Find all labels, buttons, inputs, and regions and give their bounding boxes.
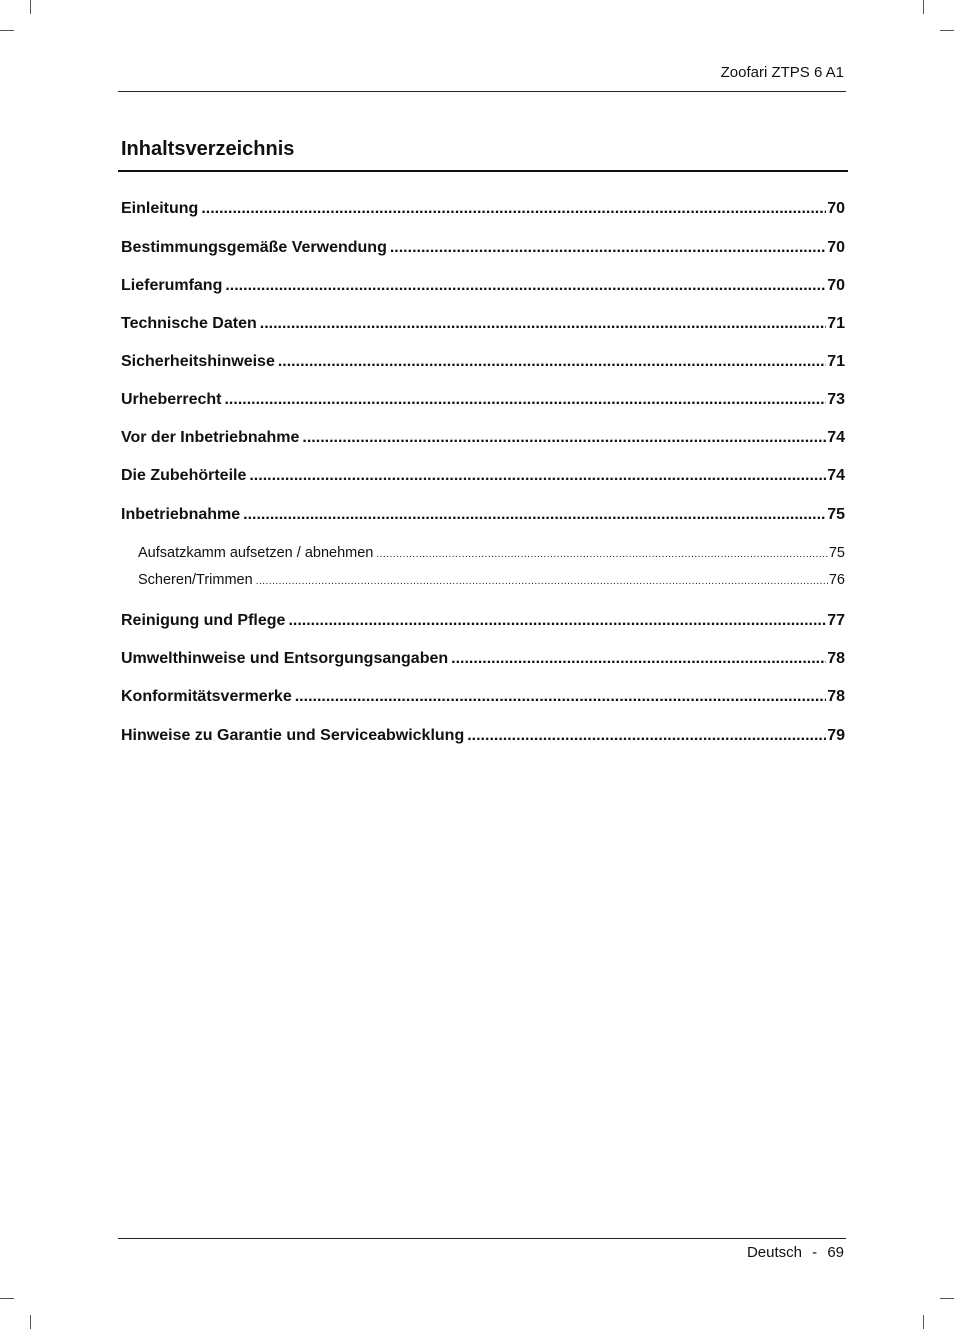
toc-dot-leader [390,239,826,257]
toc-entry-label: Hinweise zu Garantie und Serviceabwicklung [121,727,465,744]
toc-entry[interactable] [121,467,845,489]
toc-entry-label: Inbetriebnahme [121,506,241,523]
toc-subentry[interactable] [138,545,845,565]
toc-entry-label: Die Zubehörteile [121,467,247,484]
toc-entry[interactable] [121,612,845,634]
toc-entry-page: 70 [827,277,845,294]
toc-dot-leader [278,353,826,371]
crop-mark [30,1315,31,1329]
toc-entry[interactable] [121,688,845,710]
toc-entry-label: Scheren/Trimmen [138,572,253,588]
header-product-name: Zoofari ZTPS 6 A1 [720,64,844,81]
crop-mark [923,0,924,14]
toc-entry-page: 75 [827,506,845,523]
toc-entry[interactable] [121,200,845,222]
toc-entry[interactable] [121,391,845,413]
toc-entry-label: Konformitätsvermerke [121,688,292,705]
toc-entry-label: Aufsatzkamm aufsetzen / abnehmen [138,545,374,561]
toc-entry-label: Urheberrecht [121,391,222,408]
toc-entry-label: Technische Daten [121,315,257,332]
toc-entry-page: 73 [827,391,845,408]
crop-mark [30,0,31,14]
toc-entry[interactable] [121,429,845,451]
toc-entry-page: 74 [827,467,845,484]
footer-language: Deutsch [746,1244,802,1261]
toc-entry-page: 74 [827,429,845,446]
toc-entry-page: 71 [827,353,845,370]
footer-divider [118,1238,846,1239]
toc-entry-label: Lieferumfang [121,277,223,294]
toc-entry-page: 77 [827,612,845,629]
page-title: Inhaltsverzeichnis [121,138,295,160]
toc-dot-leader [288,612,826,630]
toc-entry[interactable] [121,650,845,672]
header-divider [118,91,846,92]
crop-mark [940,30,954,31]
title-divider [118,170,848,172]
toc-entry-page: 78 [827,650,845,667]
toc-entry-page: 71 [827,315,845,332]
toc-subentry[interactable] [138,572,845,592]
footer-separator: - [812,1244,818,1261]
toc-entry-page: 78 [827,688,845,705]
toc-entry[interactable] [121,315,845,337]
crop-mark [0,30,14,31]
crop-mark [923,1315,924,1329]
toc-entry-page: 70 [827,200,845,217]
toc-entry-label: Vor der Inbetriebnahme [121,429,300,446]
toc-entry-label: Bestimmungsgemäße Verwendung [121,239,387,256]
toc-entry-label: Einleitung [121,200,199,217]
toc-dot-leader [225,277,826,295]
crop-mark [0,1298,14,1299]
toc-dot-leader [467,727,826,745]
toc-entry-page: 70 [827,239,845,256]
toc-dot-leader [224,391,826,409]
crop-mark [940,1298,954,1299]
toc-dot-leader [295,688,826,706]
toc-entry[interactable] [121,727,845,749]
toc-dot-leader [260,315,826,333]
toc-entry-label: Sicherheitshinweise [121,353,275,370]
toc-dot-leader [201,200,826,218]
footer-page-number: 69 [827,1244,844,1261]
toc-entry[interactable] [121,239,845,261]
toc-dot-leader [256,576,828,587]
toc-entry[interactable] [121,277,845,299]
toc-entry-page: 75 [828,545,845,561]
toc-dot-leader [302,429,826,447]
toc-entry[interactable] [121,353,845,375]
toc-dot-leader [249,467,826,485]
toc-entry-label: Reinigung und Pflege [121,612,286,629]
toc-entry-page: 76 [828,572,845,588]
toc-entry-label: Umwelthinweise und Entsorgungsangaben [121,650,449,667]
toc-dot-leader [243,506,826,524]
toc-entry-page: 79 [827,727,845,744]
toc-dot-leader [451,650,826,668]
footer [747,1244,844,1261]
toc-dot-leader [376,549,828,560]
toc-entry[interactable] [121,506,845,528]
